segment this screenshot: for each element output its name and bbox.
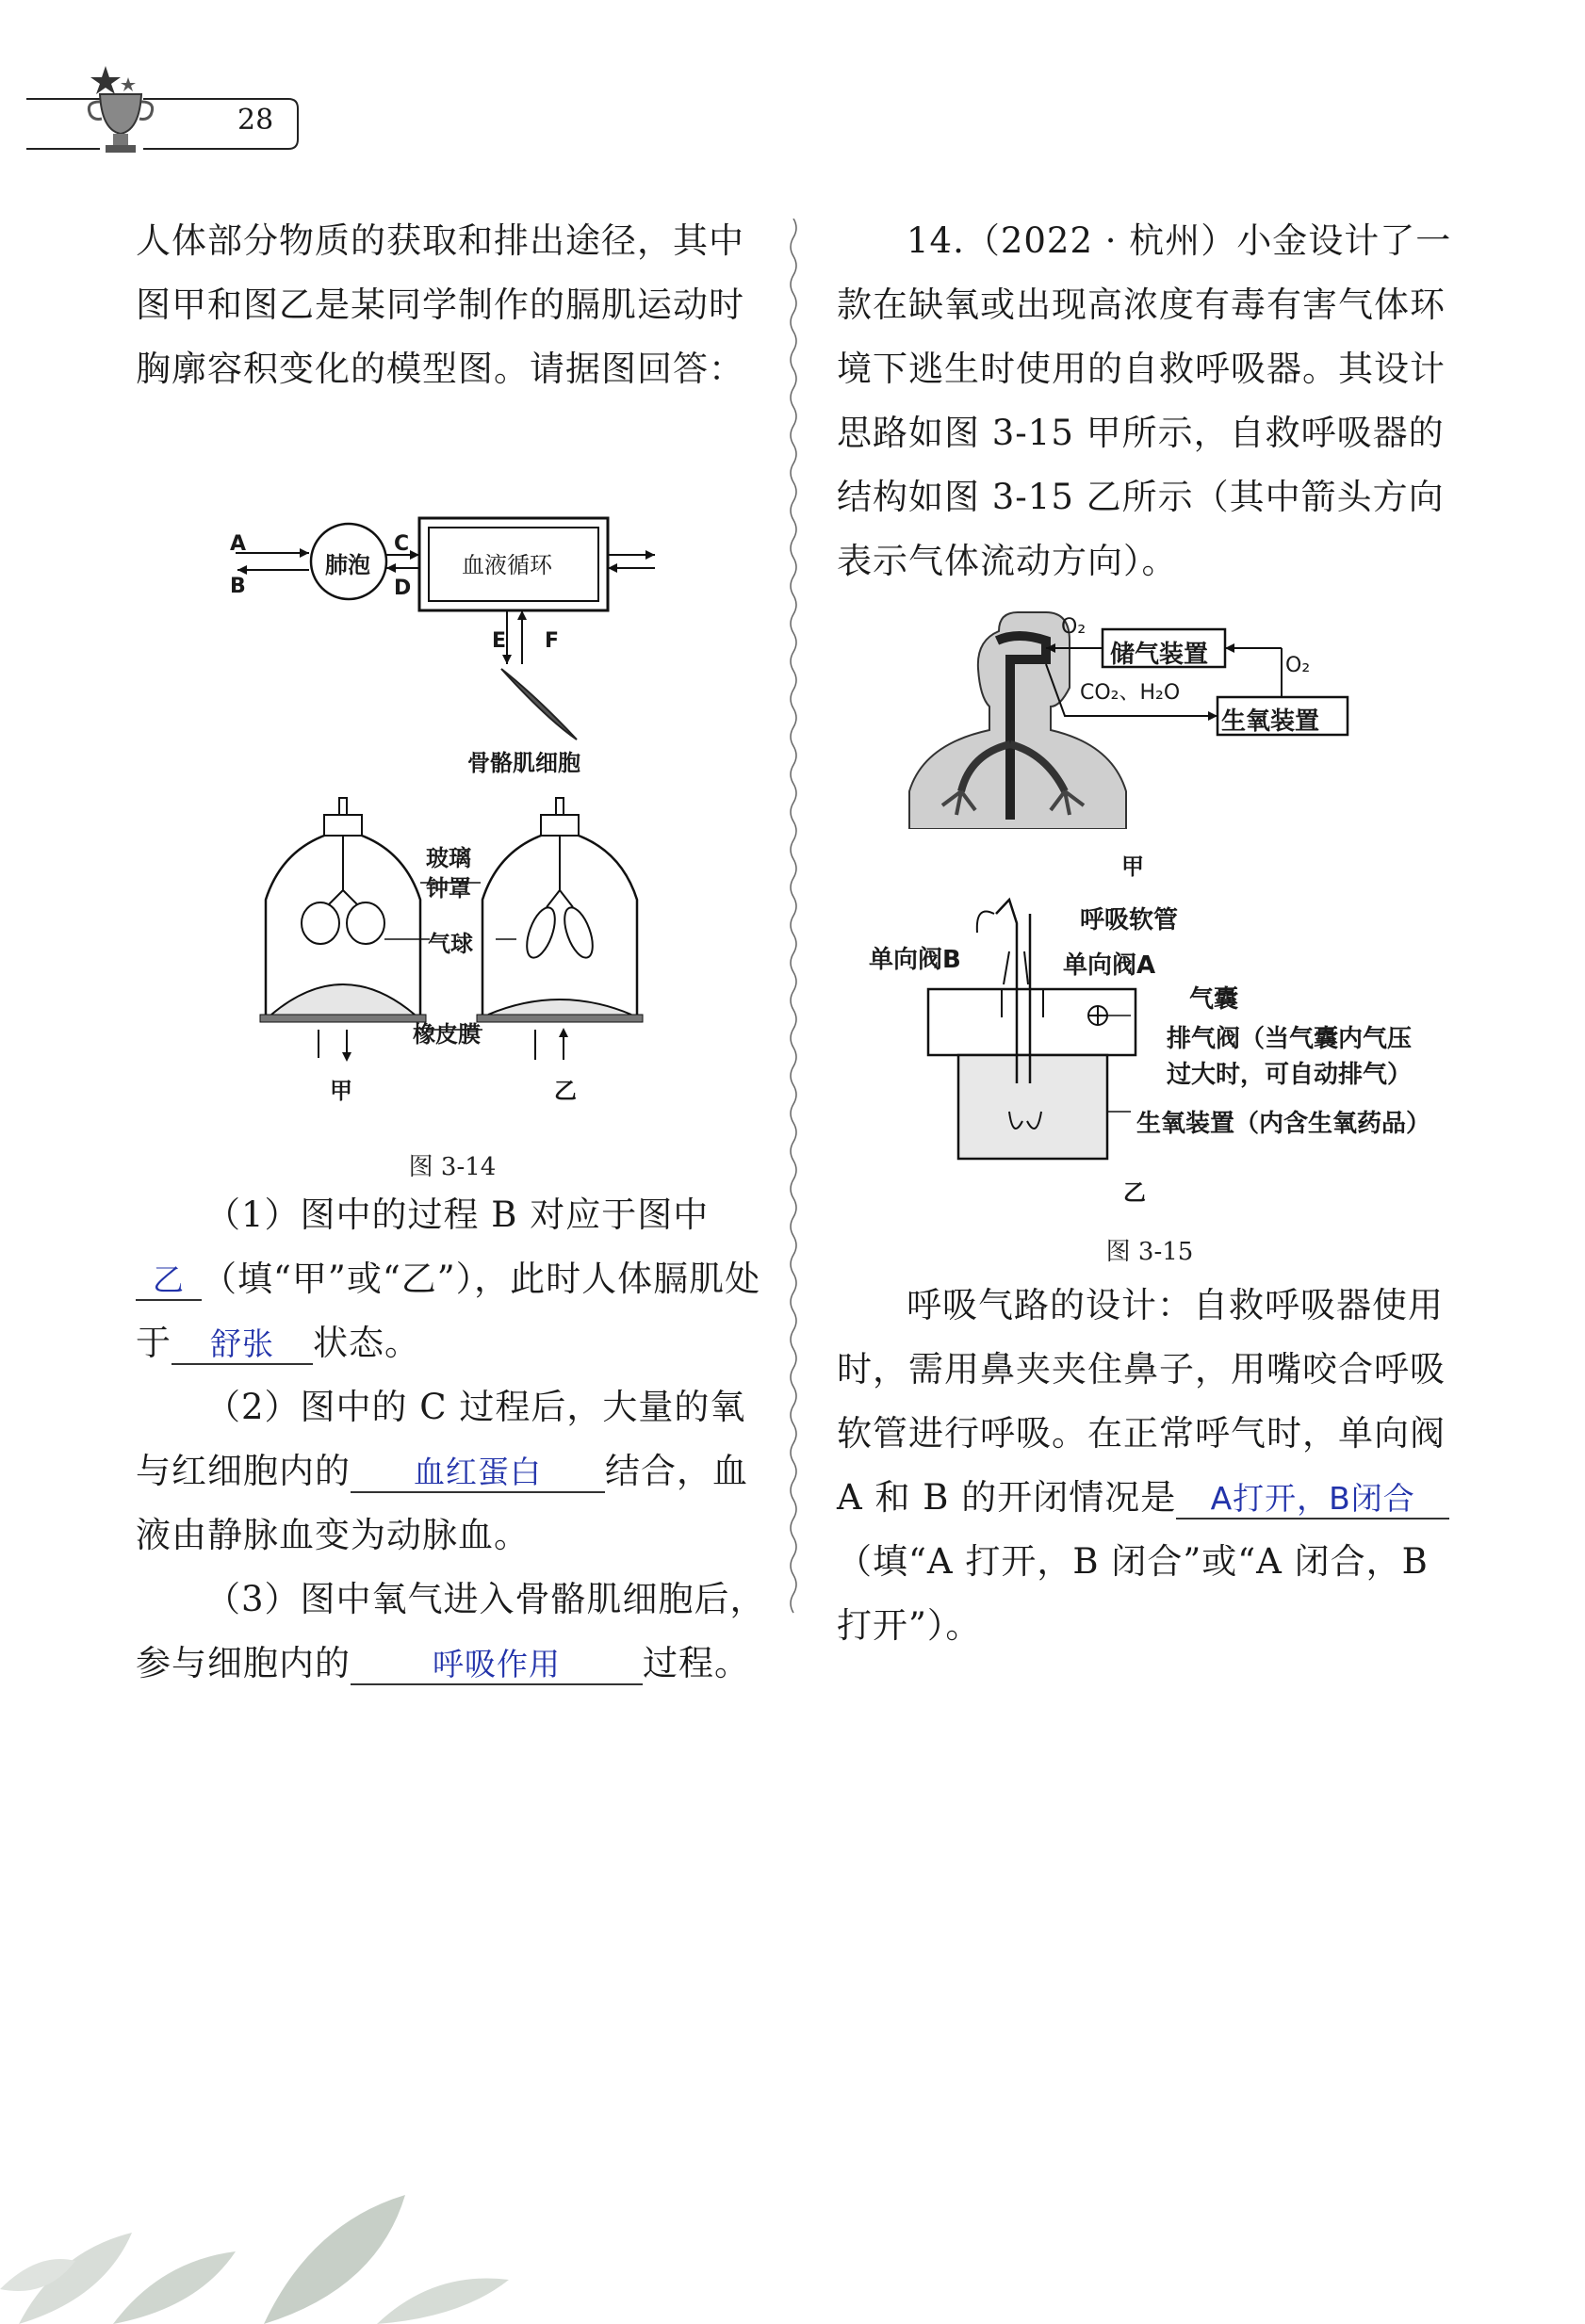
- label-B: B: [230, 575, 246, 598]
- label-storage: 储气装置: [1110, 641, 1209, 669]
- left-intro: 人体部分物质的获取和排出途径，其中图甲和图乙是某同学制作的膈肌运动时胸廓容积变化的模型图。请据图回答：: [136, 220, 744, 389]
- leaf-decoration-icon: [0, 2138, 565, 2324]
- label-E: E: [492, 629, 507, 653]
- answer-q3[interactable]: 呼吸作用: [351, 1646, 643, 1685]
- label-A: A: [230, 532, 247, 556]
- label-alveolus: 肺泡: [325, 552, 370, 578]
- label-circulation: 血液循环: [462, 552, 552, 578]
- label-glass-bell: 玻璃 钟罩: [426, 845, 471, 902]
- label-airbag: 气囊: [1189, 985, 1239, 1014]
- label-co2h2o: CO₂、H₂O: [1080, 681, 1181, 705]
- figure-3-14-caption: 图 3-14: [408, 1153, 497, 1181]
- answer-q1-part2[interactable]: 舒张: [172, 1325, 313, 1365]
- breathing-design: 呼吸气路的设计：自救呼吸器使用时，需用鼻夹夹住鼻子，用嘴咬合呼吸软管进行呼吸。在正常呼气时，单向阀 A 和 B 的开闭情况是 A打开，B闭合（填“A 打开，B 闭合”或“A 闭合，B 打开”）。: [837, 1274, 1470, 1658]
- muscle-cell-icon: [501, 669, 577, 739]
- label-o2-a: O₂: [1061, 615, 1087, 639]
- label-D: D: [394, 577, 412, 600]
- figure-3-14-circulation: [226, 504, 669, 777]
- question-14-intro: 14.（2022 · 杭州）小金设计了一款在缺氧或出现高浓度有毒有害气体环境下逃生时使用的自救呼吸器。其设计思路如图 3-15 甲所示，自救呼吸器的结构如图 3-15 乙所示（其中箭头方向表示气体流动方向）。: [837, 220, 1452, 581]
- label-o2-b: O₂: [1285, 654, 1311, 677]
- label-balloon: 气球: [428, 931, 473, 957]
- label-yi-15: 乙: [1123, 1179, 1146, 1206]
- answer-valve-state[interactable]: A打开，B闭合: [1176, 1480, 1449, 1520]
- label-gen-device: 生氧装置（内含生氧药品）: [1136, 1110, 1431, 1138]
- label-tube: 呼吸软管: [1080, 906, 1179, 934]
- label-jia-14: 甲: [330, 1078, 352, 1104]
- label-yi-14: 乙: [554, 1078, 577, 1104]
- label-valve-b: 单向阀B: [869, 946, 961, 974]
- label-valve-a: 单向阀A: [1063, 951, 1156, 980]
- label-F: F: [545, 629, 560, 653]
- label-rubber: 橡皮膜: [413, 1021, 481, 1048]
- page-header: [26, 57, 309, 160]
- label-C: C: [394, 532, 410, 556]
- label-jia-15: 甲: [1121, 853, 1144, 880]
- label-exhaust: 排气阀（当气囊内气压: [1167, 1025, 1413, 1053]
- figure-3-15-caption: 图 3-15: [1105, 1238, 1194, 1266]
- left-questions: （1）图中的过程 B 对应于图中乙 （填“甲”或“乙”），此时人体膈肌处于 舒张 状态。 （2）图中的 C 过程后，大量的氧与红细胞内的 血红蛋白 结合，血液由静脉血变为动脉血。 （3）图中氧气进入骨骼肌细胞后，参与细胞内的 呼吸作用 过程。: [136, 1195, 766, 1683]
- figure-3-15-yi: [919, 895, 1164, 1168]
- answer-q1-part1[interactable]: 乙: [136, 1261, 202, 1301]
- label-muscle-cell: 骨骼肌细胞: [467, 750, 580, 776]
- label-oxygen-gen: 生氧装置: [1221, 707, 1320, 736]
- label-exhaust-2: 过大时，可自动排气）: [1167, 1061, 1413, 1089]
- answer-q2[interactable]: 血红蛋白: [351, 1454, 605, 1493]
- column-divider: [784, 219, 803, 1716]
- page-number: 28: [237, 104, 274, 137]
